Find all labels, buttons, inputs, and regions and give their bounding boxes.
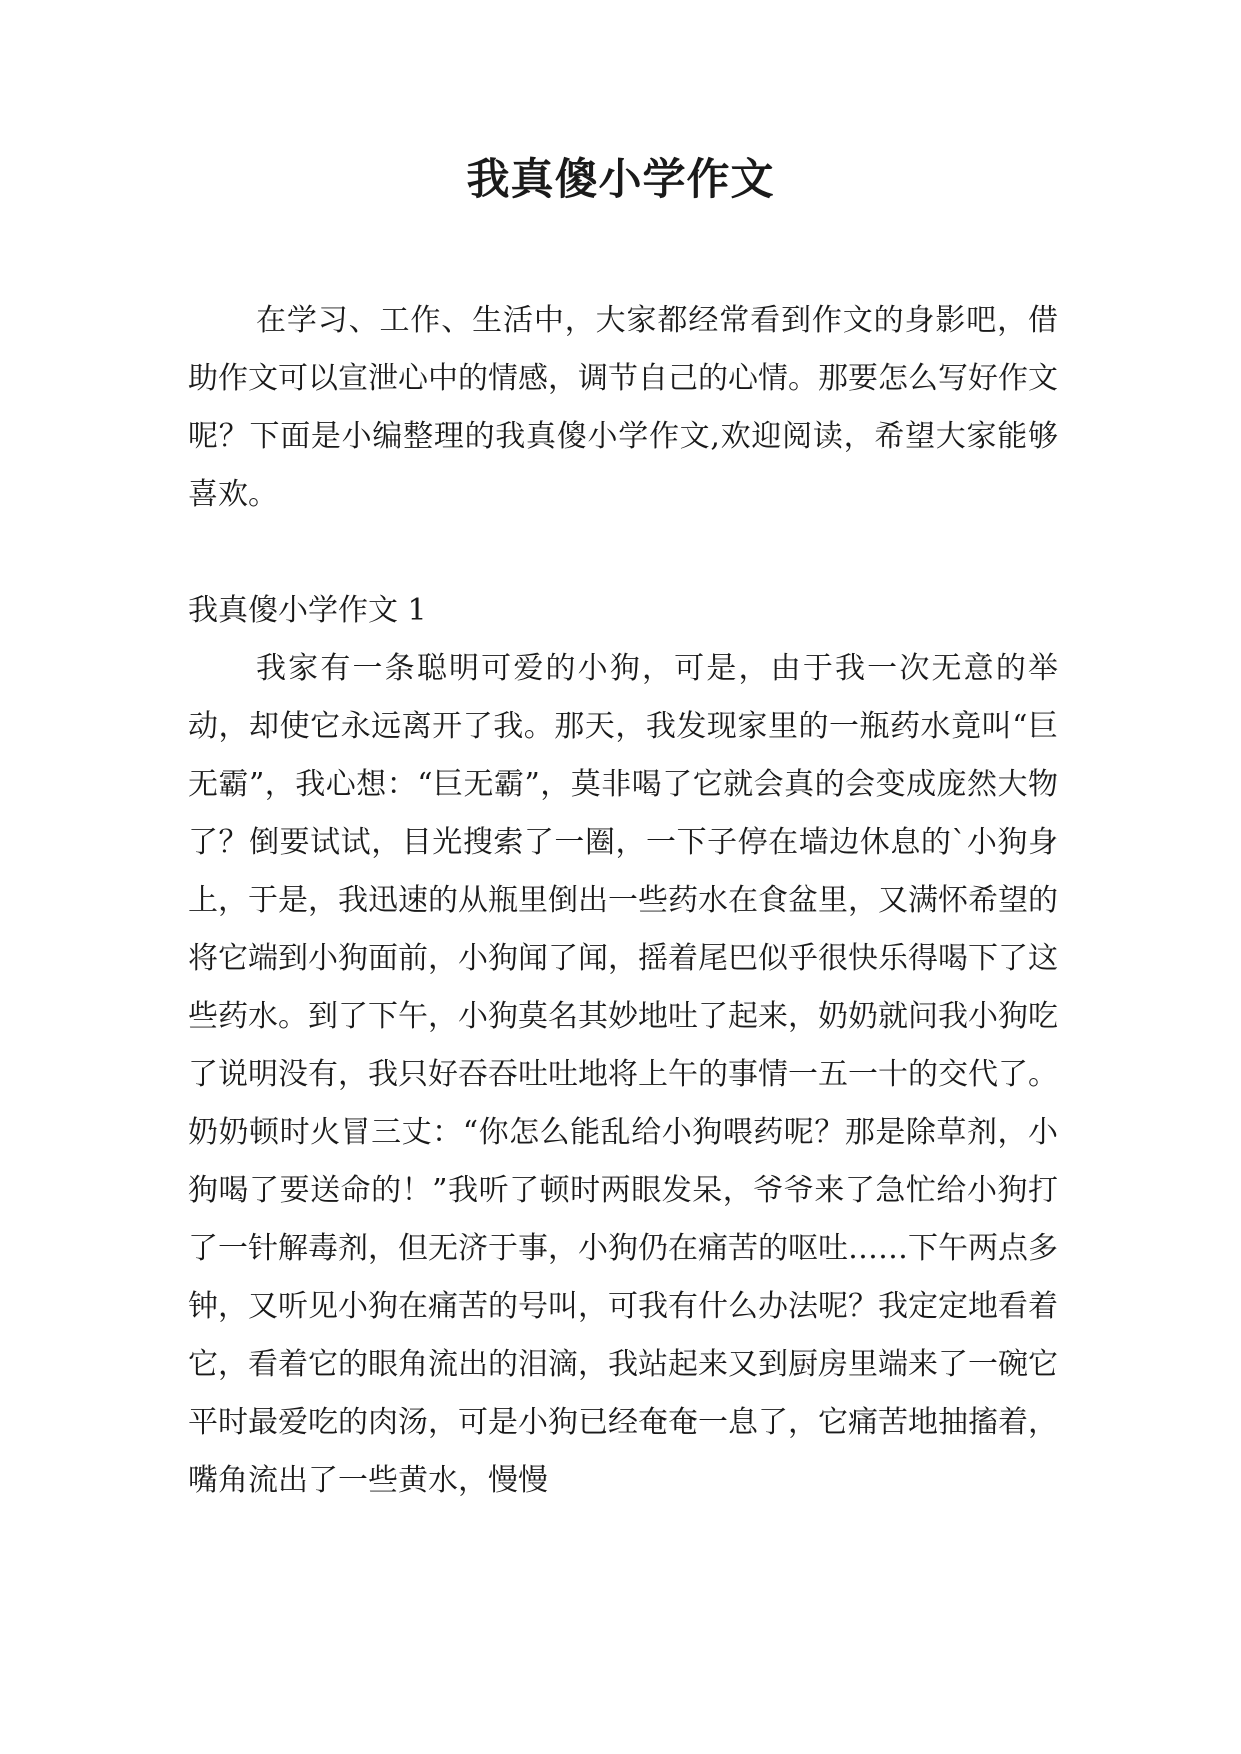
document-title: 我真傻小学作文 bbox=[466, 155, 775, 205]
essay-paragraph: 我家有一条聪明可爱的小狗，可是，由于我一次无意的举动，却使它永远离开了我。那天，我发现家里的一瓶药水竟叫“巨无霸”，我心想：“巨无霸”，莫非喝了它就会真的会变成庞然大物了？倒要试试，目光搜索了一圈，一下子停在墙边休息的`小狗身上，于是，我迅速的从瓶里倒出一些药水在食盆里，又满怀希望的将它端到小狗面前，小狗闻了闻，摇着尾巴似乎很快乐得喝下了这些药水。到了下午，小狗莫名其妙地吐了起来，奶奶就问我小狗吃了说明没有，我只好吞吞吐吐地将上午的事情一五一十的交代了。奶奶顿时火冒三丈：“你怎么能乱给小狗喂药呢？那是除草剂，小狗喝了要送命的！”我听了顿时两眼发呆，爷爷来了急忙给小狗打了一针解毒剂，但无济于事，小狗仍在痛苦的呕吐……下午两点多钟，又听见小狗在痛苦的号叫，可我有什么办法呢？我定定地看着它，看着它的眼角流出的泪滴，我站起来又到厨房里端来了一碗它平时最爱吃的肉汤，可是小狗已经奄奄一息了，它痛苦地抽搐着，嘴角流出了一些黄水，慢慢 bbox=[188, 651, 1058, 1498]
section-heading: 我真傻小学作文 1 bbox=[188, 593, 427, 628]
intro-paragraph: 在学习、工作、生活中，大家都经常看到作文的身影吧，借助作文可以宣泄心中的情感，调节自己的心情。那要怎么写好作文呢？下面是小编整理的我真傻小学作文,欢迎阅读，希望大家能够喜欢。 bbox=[188, 303, 1058, 512]
